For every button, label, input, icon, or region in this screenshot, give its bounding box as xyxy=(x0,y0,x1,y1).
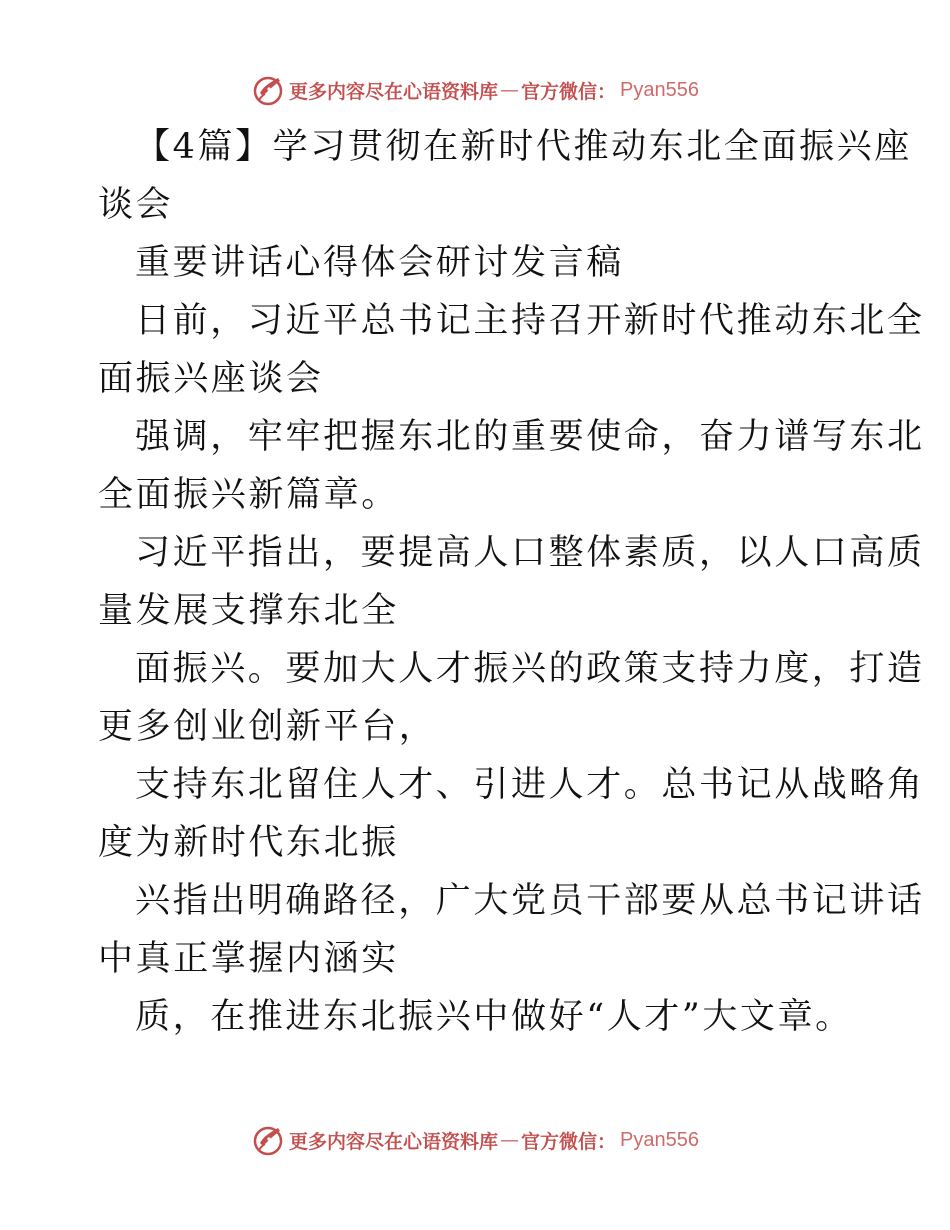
doc-line: 量发展支撑东北全 xyxy=(98,591,399,631)
doc-line: 面振兴座谈会 xyxy=(98,359,324,399)
doc-subtitle: 重要讲话心得体会研讨发言稿 xyxy=(135,243,624,283)
doc-line: 兴指出明确路径，广大党员干部要从总书记讲话 xyxy=(135,881,925,921)
header-banner xyxy=(0,70,950,110)
header-wechat-id: Pyan556 xyxy=(620,78,699,101)
doc-line: 面振兴。要加大人才振兴的政策支持力度，打造 xyxy=(135,649,925,689)
header-slogan: 更多内容尽在心语资料库 xyxy=(289,80,499,103)
footer-wechat-id: Pyan556 xyxy=(620,1128,699,1151)
header-dash: — xyxy=(500,79,520,101)
doc-line: 质，在推进东北振兴中做好“人才”大文章。 xyxy=(135,997,853,1037)
footer-slogan: 更多内容尽在心语资料库 xyxy=(289,1130,499,1153)
doc-line: 强调，牢牢把握东北的重要使命，奋力谱写东北 xyxy=(135,417,925,457)
pen-nib-circle-icon xyxy=(251,73,285,107)
doc-title-line-1: 【4篇】学习贯彻在新时代推动东北全面振兴座 xyxy=(135,127,912,167)
header-official-label: 官方微信： xyxy=(521,80,617,103)
footer-dash: — xyxy=(500,1129,520,1151)
doc-line: 习近平指出，要提高人口整体素质，以人口高质 xyxy=(135,533,925,573)
doc-line: 度为新时代东北振 xyxy=(98,823,399,863)
doc-line: 更多创业创新平台， xyxy=(98,707,437,747)
footer-banner xyxy=(0,1120,950,1160)
doc-line: 日前，习近平总书记主持召开新时代推动东北全 xyxy=(135,301,925,341)
doc-line: 中真正掌握内涵实 xyxy=(98,939,399,979)
footer-official-label: 官方微信： xyxy=(521,1130,617,1153)
pen-nib-circle-icon xyxy=(251,1123,285,1157)
document-body xyxy=(98,118,925,1046)
doc-line: 支持东北留住人才、引进人才。总书记从战略角 xyxy=(135,765,925,805)
doc-line: 全面振兴新篇章。 xyxy=(98,475,399,515)
doc-title-line-2: 谈会 xyxy=(98,185,174,225)
